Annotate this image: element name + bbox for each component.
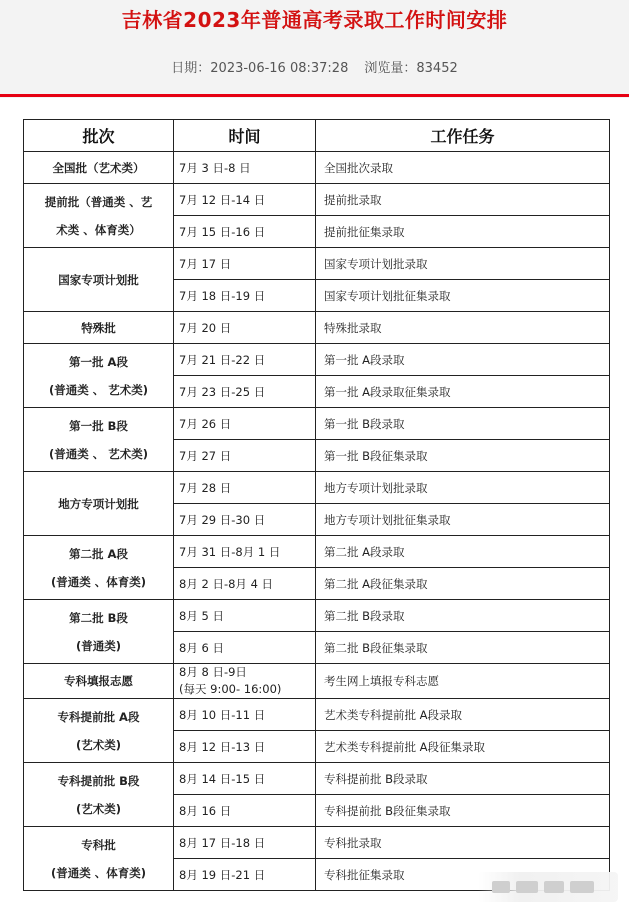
task-cell: 第二批 A段录取 xyxy=(316,536,610,568)
time-cell: 8月 6 日 xyxy=(174,632,316,664)
task-cell: 第一批 B段征集录取 xyxy=(316,440,610,472)
batch-line: 术类 、体育类） xyxy=(56,222,141,237)
time-cell: 8月 8 日-9日 (每天 9:00- 16:00) xyxy=(174,664,316,699)
table-row xyxy=(24,344,610,376)
time-cell: 8月 10 日-11 日 xyxy=(174,699,316,731)
batch-cell xyxy=(24,763,174,827)
header-divider xyxy=(0,94,629,97)
table-row xyxy=(24,152,610,184)
publish-date: 2023-06-16 08:37:28 xyxy=(210,61,349,76)
time-cell: 7月 28 日 xyxy=(174,472,316,504)
article-meta xyxy=(0,57,629,76)
time-cell: 7月 31 日-8月 1 日 xyxy=(174,536,316,568)
batch-line: (艺术类) xyxy=(75,737,121,752)
time-cell: 7月 26 日 xyxy=(174,408,316,440)
task-cell: 地方专项计划批征集录取 xyxy=(316,504,610,536)
header-task: 工作任务 xyxy=(316,120,610,152)
task-cell: 提前批征集录取 xyxy=(316,216,610,248)
time-cell: 7月 29 日-30 日 xyxy=(174,504,316,536)
table-row xyxy=(24,600,610,632)
batch-line: 第一批 B段 xyxy=(69,418,128,433)
task-cell: 专科批征集录取 xyxy=(316,859,610,891)
time-cell: 7月 17 日 xyxy=(174,248,316,280)
batch-line: (普通类 、 艺术类) xyxy=(48,382,149,397)
batch-line: 地方专项计划批 xyxy=(58,496,139,511)
task-cell: 第一批 A段录取征集录取 xyxy=(316,376,610,408)
task-cell: 第一批 B段录取 xyxy=(316,408,610,440)
batch-line: 专科提前批 A段 xyxy=(57,709,140,724)
task-cell: 专科提前批 B段征集录取 xyxy=(316,795,610,827)
batch-cell xyxy=(24,184,174,248)
batch-cell xyxy=(24,536,174,600)
batch-line: (普通类) xyxy=(75,638,121,653)
time-cell: 7月 12 日-14 日 xyxy=(174,184,316,216)
batch-line: 全国批（艺术类） xyxy=(52,160,145,175)
table-row xyxy=(24,184,610,216)
batch-line: 专科填报志愿 xyxy=(64,674,133,688)
task-cell: 提前批录取 xyxy=(316,184,610,216)
batch-line: 第二批 A段 xyxy=(69,546,128,561)
batch-line: 第二批 B段 xyxy=(69,610,128,625)
table-row xyxy=(24,536,610,568)
batch-line: (普通类 、体育类) xyxy=(50,574,146,589)
time-cell: 7月 15 日-16 日 xyxy=(174,216,316,248)
time-cell: 8月 17 日-18 日 xyxy=(174,827,316,859)
task-cell: 国家专项计划批录取 xyxy=(316,248,610,280)
batch-cell xyxy=(24,827,174,891)
batch-line: 专科批 xyxy=(81,837,116,852)
time-cell: 8月 12 日-13 日 xyxy=(174,731,316,763)
table-row xyxy=(24,827,610,859)
time-cell: 8月 14 日-15 日 xyxy=(174,763,316,795)
batch-cell xyxy=(24,344,174,408)
batch-line: (普通类 、 艺术类) xyxy=(48,446,149,461)
batch-line: 专科提前批 B段 xyxy=(57,773,140,788)
table-row xyxy=(24,248,610,280)
view-count: 83452 xyxy=(416,61,458,76)
time-cell: 7月 27 日 xyxy=(174,440,316,472)
time-cell: 7月 3 日-8 日 xyxy=(174,152,316,184)
batch-cell xyxy=(24,248,174,312)
header-batch: 批次 xyxy=(24,120,174,152)
task-cell: 第二批 B段录取 xyxy=(316,600,610,632)
task-cell: 特殊批录取 xyxy=(316,312,610,344)
time-cell: 7月 20 日 xyxy=(174,312,316,344)
batch-cell xyxy=(24,408,174,472)
task-cell: 专科提前批 B段录取 xyxy=(316,763,610,795)
batch-line: 国家专项计划批 xyxy=(58,272,139,287)
batch-line: 第一批 A段 xyxy=(69,354,128,369)
table-row xyxy=(24,312,610,344)
task-cell: 第一批 A段录取 xyxy=(316,344,610,376)
header-time: 时间 xyxy=(174,120,316,152)
table-row xyxy=(24,699,610,731)
batch-line: 提前批（普通类 、艺 xyxy=(44,194,153,209)
task-cell: 第二批 A段征集录取 xyxy=(316,568,610,600)
time-cell: 8月 16 日 xyxy=(174,795,316,827)
task-cell: 专科批录取 xyxy=(316,827,610,859)
batch-line: 特殊批 xyxy=(81,320,116,335)
schedule-body xyxy=(24,152,610,891)
time-cell: 8月 5 日 xyxy=(174,600,316,632)
watermark xyxy=(478,872,618,902)
time-cell: 7月 23 日-25 日 xyxy=(174,376,316,408)
time-cell: 8月 2 日-8月 4 日 xyxy=(174,568,316,600)
page-title: 吉林省2023年普通高考录取工作时间安排 xyxy=(121,8,508,32)
task-cell: 艺术类专科提前批 A段征集录取 xyxy=(316,731,610,763)
batch-cell xyxy=(24,152,174,184)
batch-cell xyxy=(24,664,174,699)
date-label: 日期： xyxy=(171,61,211,76)
task-cell: 地方专项计划批录取 xyxy=(316,472,610,504)
batch-cell xyxy=(24,312,174,344)
article-header xyxy=(0,0,629,98)
task-cell: 国家专项计划批征集录取 xyxy=(316,280,610,312)
task-cell: 全国批次录取 xyxy=(316,152,610,184)
time-cell: 7月 21 日-22 日 xyxy=(174,344,316,376)
views-label: 浏览量： xyxy=(364,61,417,76)
table-row xyxy=(24,472,610,504)
task-cell: 考生网上填报专科志愿 xyxy=(316,664,610,699)
batch-cell xyxy=(24,699,174,763)
table-row xyxy=(24,408,610,440)
time-cell: 7月 18 日-19 日 xyxy=(174,280,316,312)
table-header-row xyxy=(24,120,610,152)
task-cell: 第二批 B段征集录取 xyxy=(316,632,610,664)
batch-cell xyxy=(24,600,174,664)
table-row xyxy=(24,664,610,699)
time-cell: 8月 19 日-21 日 xyxy=(174,859,316,891)
table-row xyxy=(24,763,610,795)
batch-line: (普通类 、体育类) xyxy=(50,865,146,880)
batch-line: (艺术类) xyxy=(75,801,121,816)
batch-cell xyxy=(24,472,174,536)
schedule-table xyxy=(23,119,610,891)
task-cell: 艺术类专科提前批 A段录取 xyxy=(316,699,610,731)
